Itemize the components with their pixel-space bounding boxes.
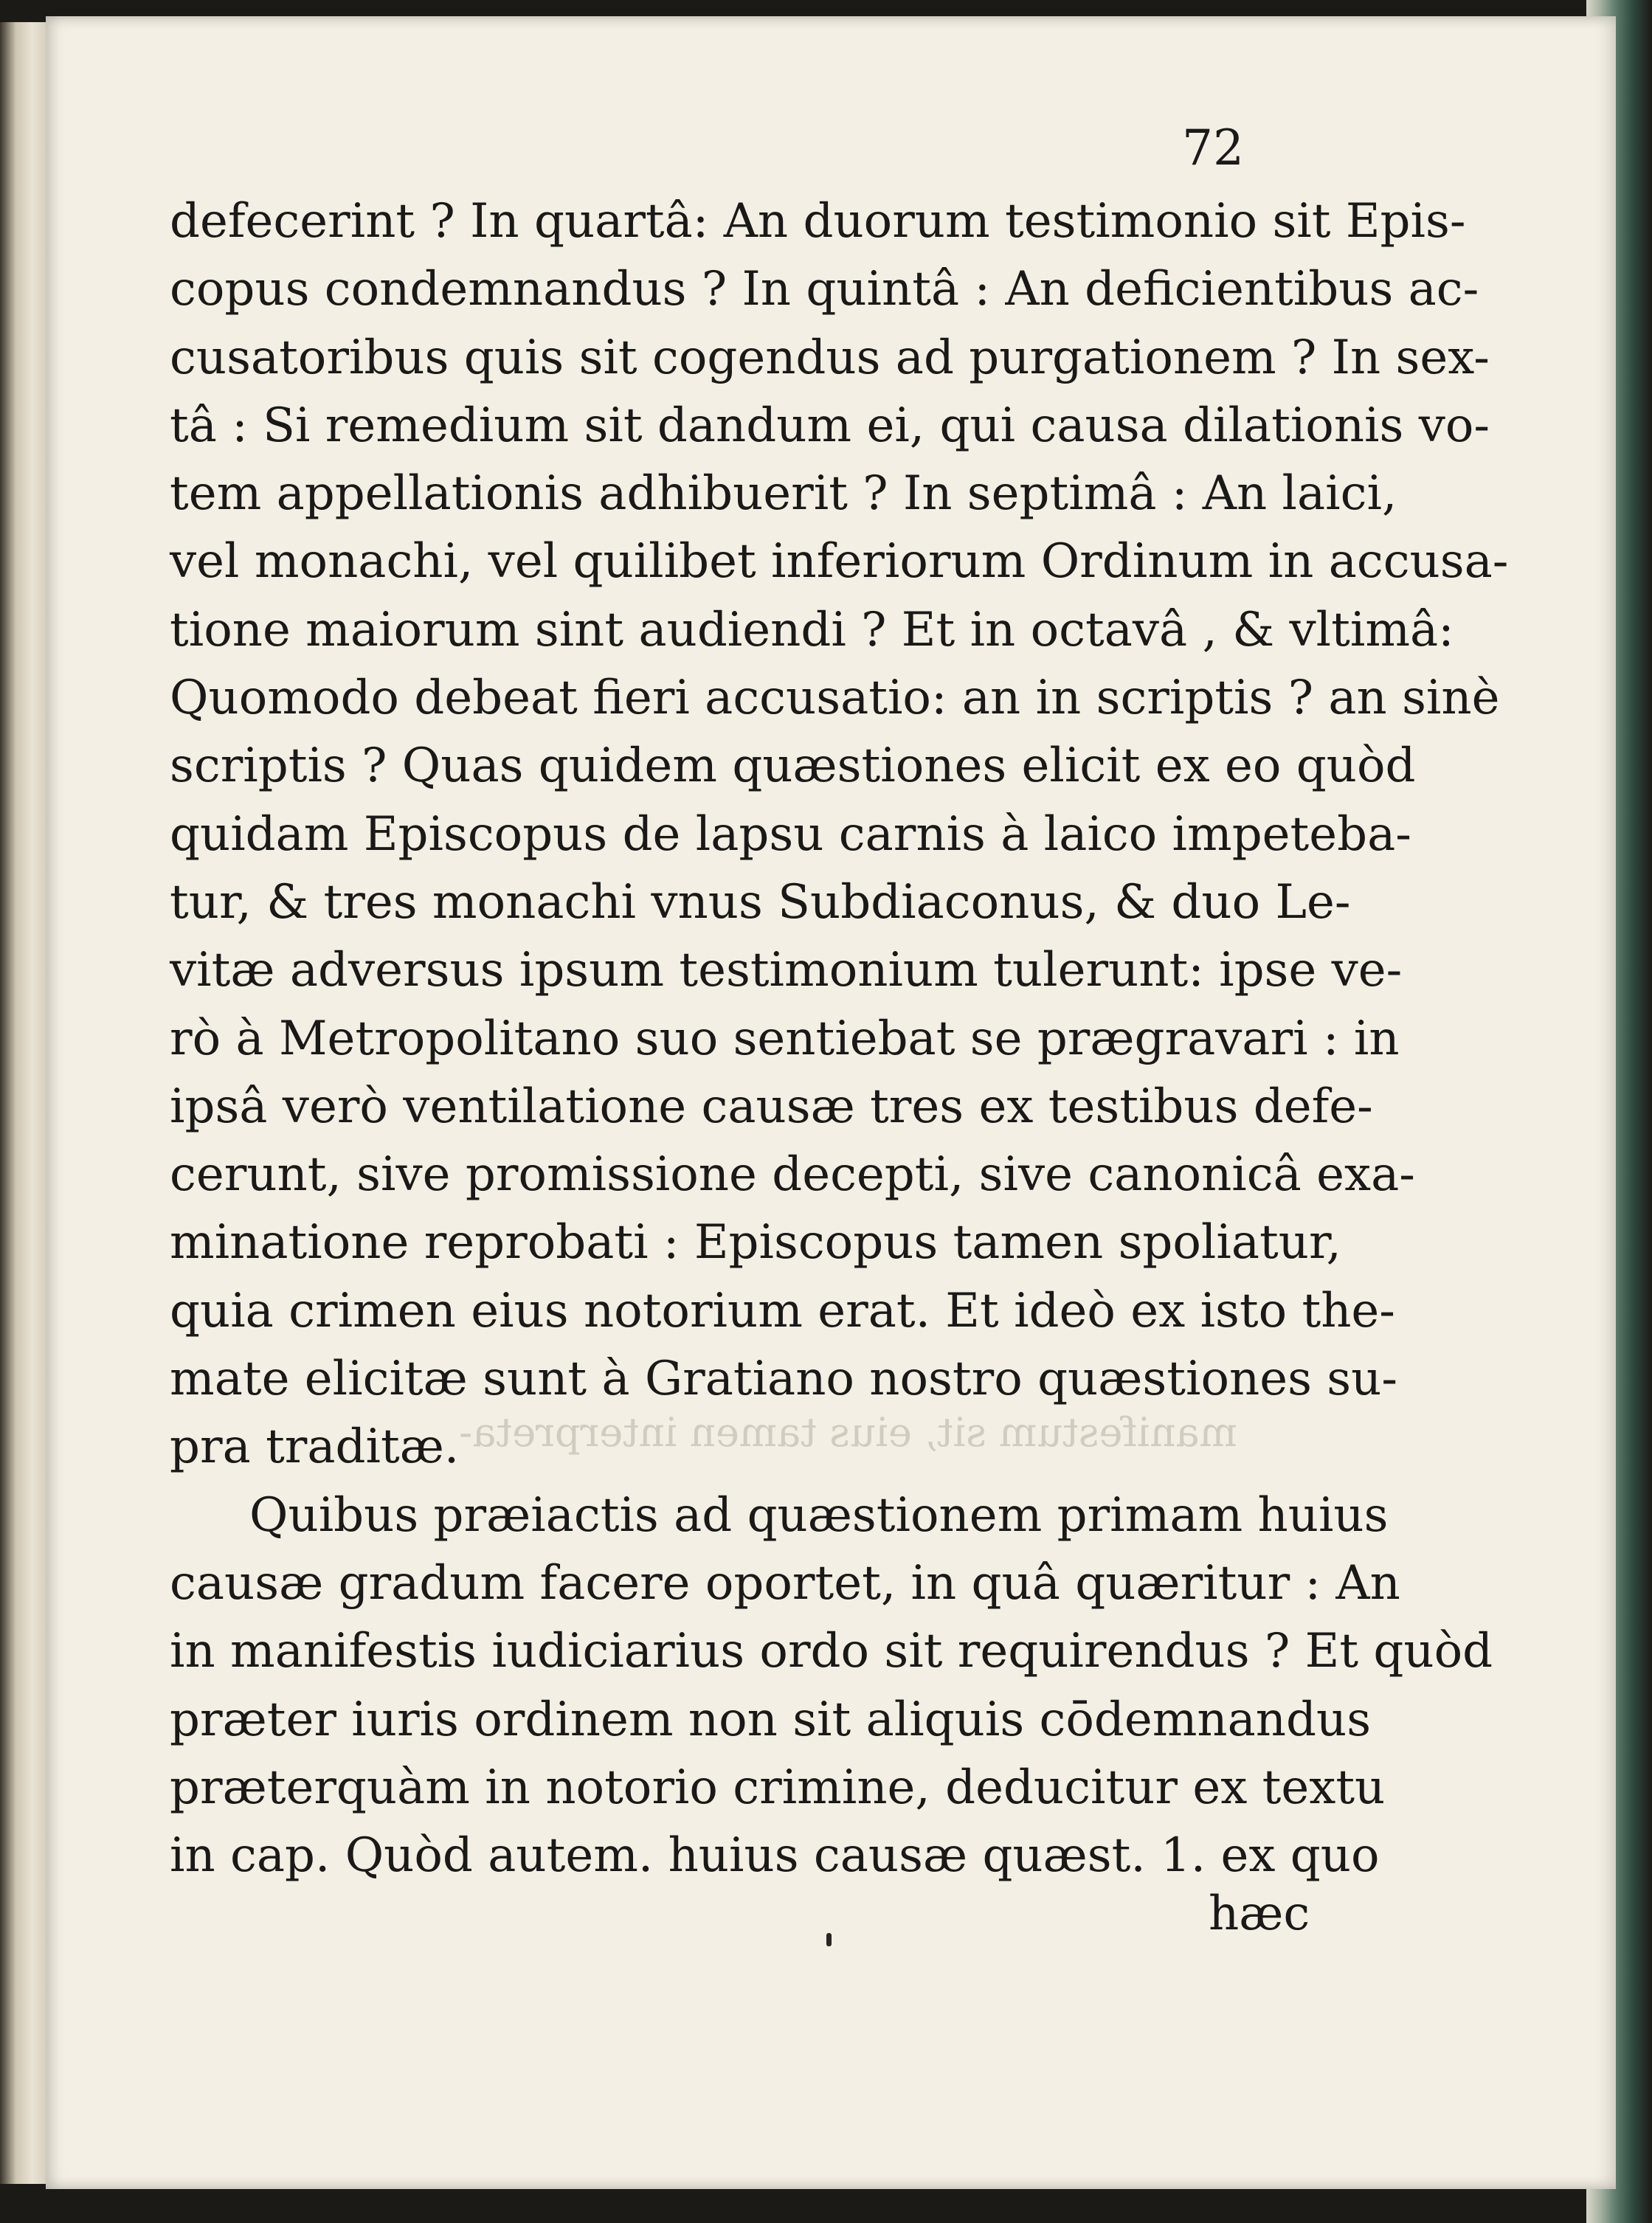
- text-line: rò à Metropolitano suo sentiebat se prægravari : in: [170, 1011, 1400, 1066]
- text-line: Quibus præiactis ad quæstionem primam huius: [249, 1487, 1389, 1543]
- catchword: hæc: [1209, 1887, 1310, 1941]
- text-line: in cap. Quòd autem. huius causæ quæst. 1. ex quo: [170, 1828, 1380, 1884]
- text-line: vitæ adversus ipsum testimonium tulerunt: ipse ve-: [170, 943, 1403, 998]
- text-line: præter iuris ordinem non sit aliquis cōdemnandus: [170, 1692, 1372, 1747]
- text-line: tâ : Si remedium sit dandum ei, qui causa dilationis vo-: [170, 398, 1490, 453]
- text-line: tur, & tres monachi vnus Subdiaconus, & duo Le-: [170, 874, 1351, 930]
- text-line: cerunt, sive promissione decepti, sive canonicâ exa-: [170, 1147, 1415, 1203]
- facing-page-edge: [0, 22, 46, 2184]
- text-line: Quomodo debeat fieri accusatio: an in scriptis ? an sinè: [170, 671, 1500, 726]
- bleed-through-text: manifestum sit, eius tamen interpreta-: [459, 1409, 1237, 1456]
- text-line: in manifestis iudiciarius ordo sit requirendus ? Et quòd: [170, 1624, 1493, 1679]
- ink-speck: [826, 1933, 832, 1946]
- text-line: causæ gradum facere oportet, in quâ quæritur : An: [170, 1555, 1400, 1611]
- text-line: copus condemnandus ? In quintâ : An deficientibus ac-: [170, 262, 1479, 317]
- text-line: pra traditæ.: [170, 1420, 460, 1475]
- text-line: præterquàm in notorio crimine, deducitur ex textu: [170, 1760, 1386, 1815]
- text-line: tem appellationis adhibuerit ? In septimâ : An laici,: [170, 466, 1397, 522]
- body-text: [170, 187, 1509, 1890]
- text-line: vel monachi, vel quilibet inferiorum Ordinum in accusa-: [170, 534, 1509, 590]
- text-line: scriptis ? Quas quidem quæstiones elicit ex eo quòd: [170, 739, 1416, 794]
- page-number: 72: [1182, 120, 1244, 176]
- text-line: quidam Episcopus de lapsu carnis à laico impeteba-: [170, 806, 1411, 862]
- text-line: mate elicitæ sunt à Gratiano nostro quæstiones su-: [170, 1352, 1397, 1407]
- text-line: minatione reprobati : Episcopus tamen spoliatur,: [170, 1215, 1341, 1270]
- text-line: ipsâ verò ventilatione causæ tres ex testibus defe-: [170, 1079, 1373, 1134]
- book-page: [46, 16, 1616, 2189]
- text-line: tione maiorum sint audiendi ? Et in octavâ , & vltimâ:: [170, 602, 1454, 657]
- text-line: cusatoribus quis sit cogendus ad purgationem ? In sex-: [170, 330, 1490, 385]
- text-line: quia crimen eius notorium erat. Et ideò ex isto the-: [170, 1283, 1395, 1338]
- text-line: defecerint ? In quartâ: An duorum testimonio sit Epis-: [170, 194, 1466, 249]
